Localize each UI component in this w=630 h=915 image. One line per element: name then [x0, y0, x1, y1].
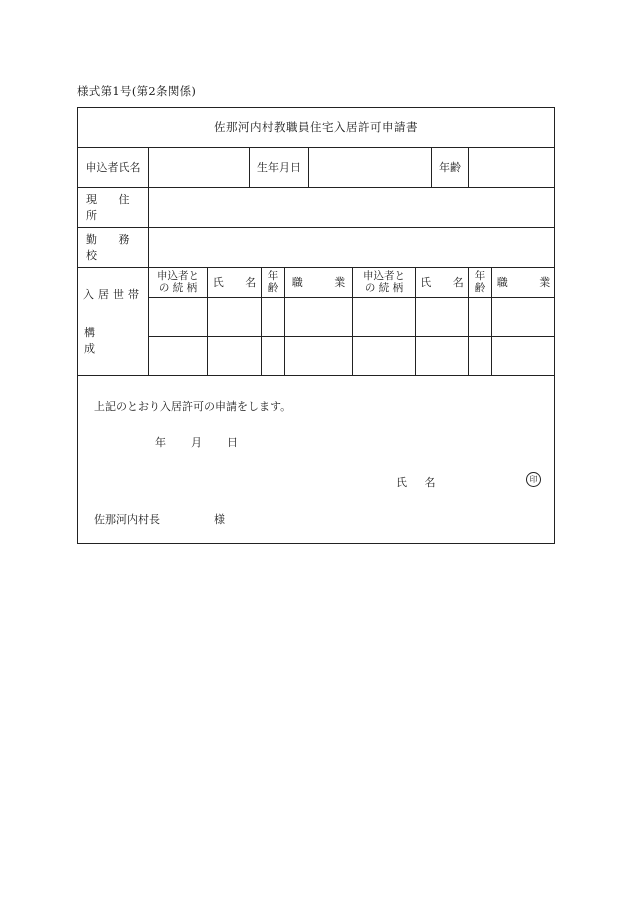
relation-header-line2: の 続 柄 — [158, 282, 198, 294]
name-header-text: 氏 名 — [420, 276, 464, 289]
form-number-label: 様式第1号(第2条関係) — [77, 84, 197, 98]
applicant-name-label — [78, 147, 148, 187]
occupation-header-text: 職 業 — [291, 276, 346, 289]
relation-header-line2: の 続 柄 — [364, 282, 404, 294]
household-entry-cell[interactable] — [353, 298, 415, 336]
age-header-line2: 齢 — [267, 282, 279, 294]
applicant-row — [78, 147, 554, 188]
age-header-line1: 年 — [474, 270, 486, 282]
birth-date-label — [250, 147, 308, 187]
household-entry-cell[interactable] — [149, 298, 207, 336]
applicant-name-field[interactable] — [149, 147, 249, 187]
occupation-header — [492, 267, 555, 297]
household-entry-cell[interactable] — [285, 298, 352, 336]
household-block — [78, 267, 554, 376]
school-row — [78, 227, 554, 268]
application-form — [77, 107, 555, 544]
address-label — [78, 187, 148, 227]
age-header — [262, 267, 284, 297]
relation-header — [149, 267, 207, 297]
household-entry-cell[interactable] — [492, 298, 555, 336]
household-entry-cell[interactable] — [262, 298, 284, 336]
occupation-header-text: 職 業 — [496, 276, 551, 289]
age-field[interactable] — [469, 147, 555, 187]
school-label-text: 勤 務 校 — [86, 233, 139, 262]
age-header — [469, 267, 491, 297]
address-field[interactable] — [149, 187, 554, 227]
household-label-line1: 入居世帯 — [83, 288, 143, 301]
addressee-honorific: 様 — [214, 513, 225, 526]
household-entry-cell[interactable] — [262, 337, 284, 375]
household-entry-cell[interactable] — [492, 337, 555, 375]
occupation-header — [285, 267, 352, 297]
address-label-text: 現 住 所 — [86, 193, 139, 222]
date-day-label: 日 — [227, 436, 238, 449]
household-entry-cell[interactable] — [416, 298, 468, 336]
age-header-line2: 齢 — [474, 282, 486, 294]
name-header-text: 氏 名 — [212, 276, 257, 289]
household-entry-cell[interactable] — [208, 337, 261, 375]
age-header-line1: 年 — [267, 270, 279, 282]
addressee-name: 佐那河内村長 — [94, 513, 160, 526]
birth-date-field[interactable] — [309, 147, 431, 187]
date-month-label: 月 — [191, 436, 202, 449]
school-field[interactable] — [149, 227, 554, 267]
school-label — [78, 227, 148, 267]
age-label — [432, 147, 468, 187]
household-entry-cell[interactable] — [469, 337, 491, 375]
date-year-label: 年 — [155, 436, 166, 449]
household-entry-cell[interactable] — [353, 337, 415, 375]
form-title: 佐那河内村教職員住宅入居許可申請書 — [78, 108, 554, 148]
household-entry-cell[interactable] — [285, 337, 352, 375]
relation-header-line1: 申込者と — [157, 270, 199, 282]
household-entry-cell[interactable] — [208, 298, 261, 336]
address-row — [78, 187, 554, 228]
name-header — [416, 267, 468, 297]
household-label-line2: 構 成 — [84, 326, 113, 355]
birth-date-label-text: 生年月日 — [257, 161, 301, 174]
signature-name-label: 氏 名 — [396, 476, 436, 489]
relation-header — [353, 267, 415, 297]
seal-mark: 印 — [526, 472, 541, 487]
application-statement: 上記のとおり入居許可の申請をします。 — [94, 400, 292, 413]
household-label — [78, 267, 148, 375]
name-header — [208, 267, 261, 297]
household-entry-cell[interactable] — [469, 298, 491, 336]
age-label-text: 年齢 — [439, 161, 461, 174]
applicant-name-label-text: 申込者氏名 — [85, 161, 141, 174]
household-entry-cell[interactable] — [149, 337, 207, 375]
relation-header-line1: 申込者と — [363, 270, 405, 282]
household-entry-cell[interactable] — [416, 337, 468, 375]
